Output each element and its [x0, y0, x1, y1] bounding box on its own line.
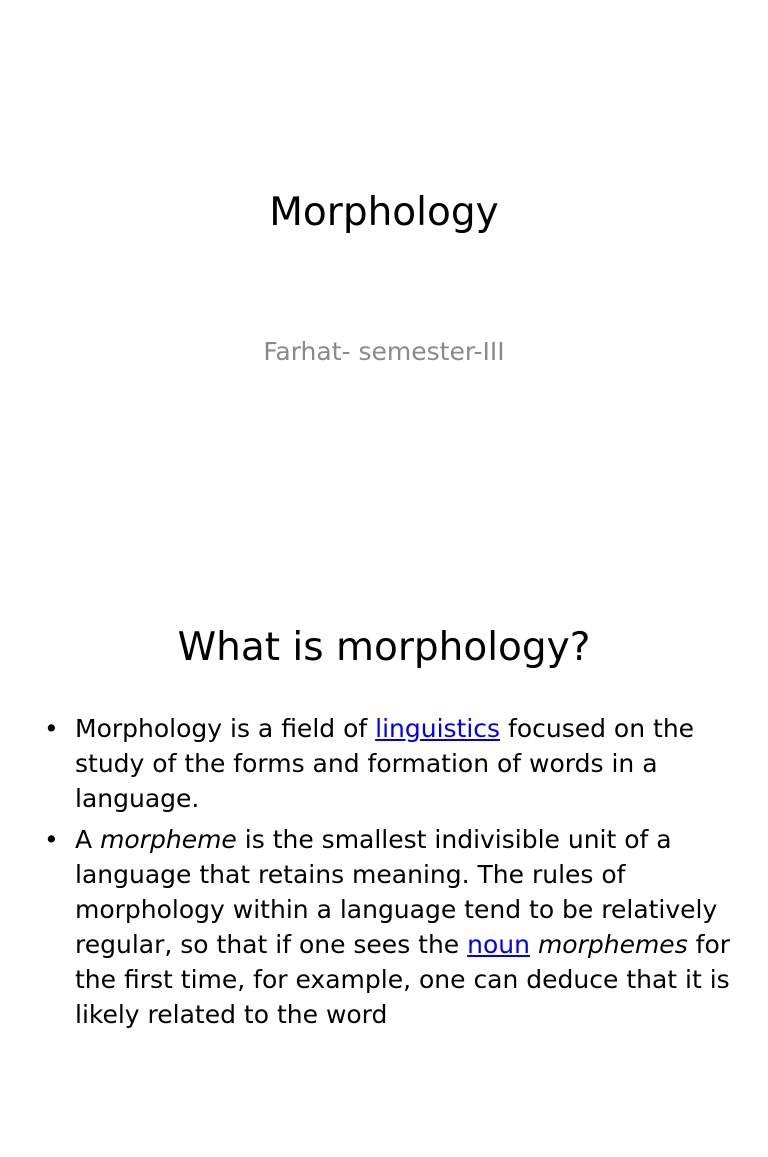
slide-what-is-morphology: [0, 581, 768, 1157]
bullet-list: [44, 711, 734, 1038]
bullet-text: [530, 930, 538, 959]
slide-title-heading: Morphology: [269, 190, 499, 235]
slide-subtitle: Farhat- semester-III: [263, 337, 505, 366]
bullet-marker: •: [44, 825, 59, 854]
bullet-text: for the first time, for example, one can deduce that it is likely related to the word: [75, 930, 731, 1029]
term-morpheme: morpheme: [100, 825, 237, 854]
term-morphemes: morphemes: [537, 930, 688, 959]
bullet-marker: •: [44, 714, 59, 743]
bullet-text: focused on the study of the forms and formation of words in a language.: [75, 714, 695, 813]
bullet-text: is the smallest indivisible unit of a language that retains meaning. The rules of morphology within a language tend to be relatively regular, so that if one sees the: [75, 825, 718, 959]
bullet-item: [44, 822, 734, 1032]
bullet-text: A: [75, 825, 101, 854]
link-linguistics[interactable]: linguistics: [375, 714, 501, 743]
link-noun[interactable]: noun: [467, 930, 530, 959]
slide-heading: What is morphology?: [177, 625, 591, 670]
bullet-item: [44, 711, 734, 816]
bullet-text: Morphology is a field of: [75, 714, 376, 743]
slide-title: [0, 0, 768, 576]
